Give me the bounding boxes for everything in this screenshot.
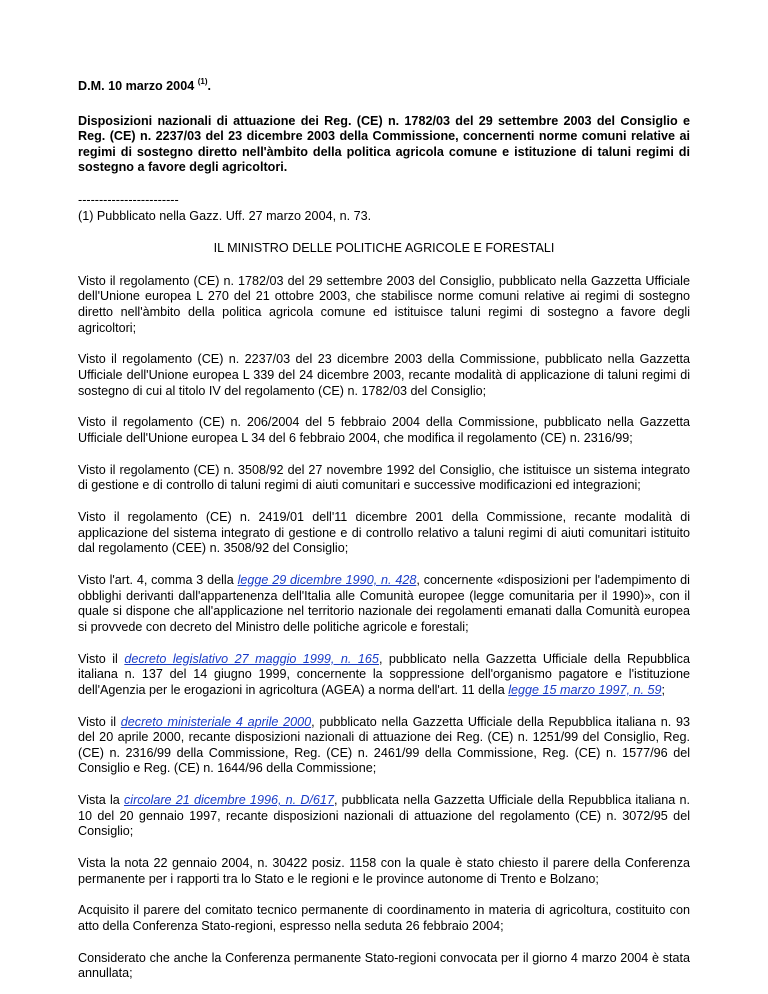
paragraph-5: Visto il regolamento (CE) n. 2419/01 dell'11 dicembre 2001 della Commissione, recante modalità di applicazione del sistema integrato di gestione e di controllo relativo a taluni regimi di aiuti comunitari istituito dal regolamento (CEE) n. 3508/92 del Consiglio;	[78, 510, 690, 556]
paragraph-6-text-before: Visto l'art. 4, comma 3 della	[78, 573, 238, 587]
link-legge-428-1990[interactable]: legge 29 dicembre 1990, n. 428	[237, 573, 417, 587]
decree-title-end: .	[207, 79, 211, 93]
paragraph-7-text-before: Visto il	[78, 651, 125, 666]
paragraph-1: Visto il regolamento (CE) n. 1782/03 del 29 settembre 2003 del Consiglio, pubblicato nella Gazzetta Ufficiale dell'Unione europea L 270 del 21 ottobre 2003, che stabilisce norme comuni relative ai regimi di sostegno diretto nell'àmbito della politica agricola comune ed istituisce taluni regimi di sostegno a favore degli agricoltori;	[78, 273, 690, 335]
paragraph-8	[78, 715, 690, 777]
paragraph-10: Vista la nota 22 gennaio 2004, n. 30422 posiz. 1158 con la quale è stato chiesto il parere della Conferenza permanente per i rapporti tra lo Stato e le regioni e le province autonome di Trento e Bolzano;	[78, 856, 690, 886]
paragraph-12: Considerato che anche la Conferenza permanente Stato-regioni convocata per il giorno 4 marzo 2004 è stata annullata;	[78, 950, 690, 981]
link-legge-59-1997[interactable]: legge 15 marzo 1997, n. 59	[508, 682, 662, 697]
link-decreto-ministeriale-4-aprile-2000[interactable]: decreto ministeriale 4 aprile 2000	[120, 714, 312, 729]
paragraph-2: Visto il regolamento (CE) n. 2237/03 del 23 dicembre 2003 della Commissione, pubblicato nella Gazzetta Ufficiale dell'Unione europea L 339 del 24 dicembre 2003, recante modalità di applicazione di taluni regimi di sostegno di cui al titolo IV del regolamento (CE) n. 1782/03 del Consiglio;	[78, 352, 690, 398]
paragraph-7-text-after: ;	[661, 682, 666, 697]
footnote-text: (1) Pubblicato nella Gazz. Uff. 27 marzo 2004, n. 73.	[78, 208, 372, 223]
decree-title-text: D.M. 10 marzo 2004	[78, 79, 195, 93]
paragraph-3: Visto il regolamento (CE) n. 206/2004 del 5 febbraio 2004 della Commissione, pubblicato nella Gazzetta Ufficiale dell'Unione europea L 34 del 6 febbraio 2004, che modifica il regolamento (CE) n. 2316/99;	[78, 415, 690, 445]
paragraph-6	[78, 573, 690, 635]
paragraph-7-text-middle: , pubblicato nella Gazzetta Ufficiale della Repubblica italiana n. 137 del 14 giugno 1999, concernente la soppressione dell'organismo pagatore e l'istituzione dell'Agenzia per le erogazioni in agricoltura (AGEA) a norma dell'art. 11 della	[78, 651, 690, 697]
paragraph-4: Visto il regolamento (CE) n. 3508/92 del 27 novembre 1992 del Consiglio, che istituisce un sistema integrato di gestione e di controllo di taluni regimi di aiuti comunitari e successive modificazioni ed integrazioni;	[78, 462, 690, 493]
decree-subtitle: Disposizioni nazionali di attuazione dei Reg. (CE) n. 1782/03 del 29 settembre 2003 del Consiglio e Reg. (CE) n. 2237/03 del 23 dicembre 2003 della Commissione, concernenti norme comuni relative ai regimi di sostegno diretto nell'àmbito della politica agricola comune e istituzione di taluni regimi di sostegno a favore degli agricoltori.	[78, 113, 690, 175]
footnote-divider: ------------------------	[78, 192, 179, 207]
paragraph-8-text-after: , pubblicato nella Gazzetta Ufficiale della Repubblica italiana n. 93 del 20 aprile 2000, recante disposizioni nazionali di attuazione dei Reg. (CE) n. 1251/99 del Consiglio, Reg. (CE) n. 2316/99 della Commissione, Reg. (CE) n. 2461/99 della Commissione, Reg. (CE) n. 1577/96 del Consiglio e Reg. (CE) n. 1644/96 della Commissione;	[78, 714, 690, 776]
link-circolare-d617-1996[interactable]: circolare 21 dicembre 1996, n. D/617	[123, 793, 334, 808]
footnote-marker[interactable]: (1)	[197, 76, 208, 86]
paragraph-6-text-after: , concernente «disposizioni per l'adempimento di obblighi derivanti dall'appartenenza dell'Italia alle Comunità europee (legge comunitaria per il 1990)», con il quale si dispone che all'applicazione nel territorio nazionale dei regolamenti emanati dalla Comunità europea si provvede con decreto del Ministro delle politiche agricole e forestali;	[78, 573, 690, 634]
paragraph-7	[78, 652, 690, 699]
paragraph-9	[78, 793, 690, 840]
paragraph-9-text-before: Vista la	[78, 793, 124, 808]
paragraph-8-text-before: Visto il	[78, 714, 121, 729]
paragraph-11: Acquisito il parere del comitato tecnico permanente di coordinamento in materia di agricoltura, costituito con atto della Conferenza Stato-regioni, espresso nella seduta 26 febbraio 2004;	[78, 903, 690, 934]
issuing-authority: IL MINISTRO DELLE POLITICHE AGRICOLE E FORESTALI	[213, 241, 555, 256]
link-decreto-legislativo-165-1999[interactable]: decreto legislativo 27 maggio 1999, n. 165	[124, 651, 379, 666]
decree-title	[78, 76, 690, 95]
paragraph-9-text-after: , pubblicata nella Gazzetta Ufficiale della Repubblica italiana n. 10 del 20 gennaio 1997, recante disposizioni nazionali di attuazione del regolamento (CE) n. 3072/95 del Consiglio;	[78, 793, 691, 839]
